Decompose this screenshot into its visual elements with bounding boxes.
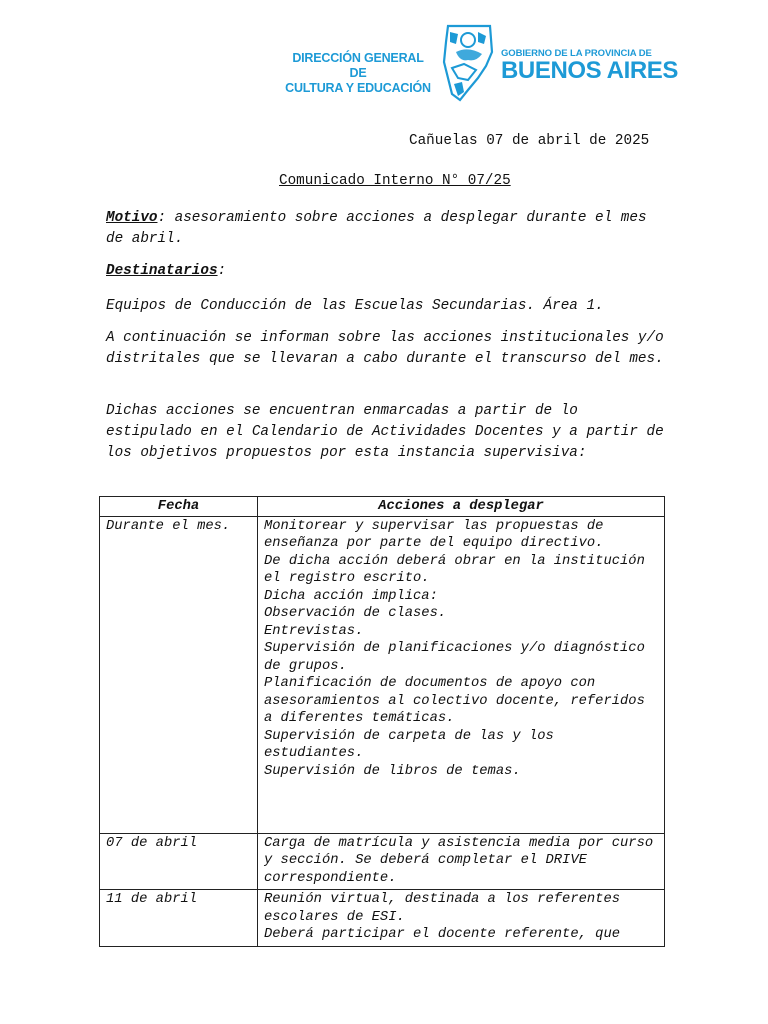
table-row [100,833,665,890]
action-item: Supervisión de libros de temas. [264,763,521,779]
destinatarios-heading [106,261,666,282]
motivo-label: Motivo [106,210,158,226]
dgce-line-1: DIRECCIÓN GENERAL DE [292,51,424,80]
action-item: Dicha acción implica: [264,588,438,604]
table-row [100,516,665,833]
action-item: Observación de clases. [264,606,447,621]
row-actions [258,516,665,833]
action-item: Deberá participar el docente referente, que [264,927,621,942]
gob-logo-text [501,48,678,82]
action-item: Planificación de documentos de apoyo con asesoramientos al colectivo docente, referidos a diferentes temáticas. [264,676,645,726]
gob-line-1: GOBIERNO DE LA PROVINCIA DE [501,48,652,59]
row-date: Durante el mes. [100,516,258,833]
table-row [100,890,665,947]
action-item: Carga de matrícula y asistencia media por curso y sección. Se deberá completar el DRIVE correspondiente. [264,835,654,886]
row-actions [258,890,665,947]
action-item: Entrevistas. [264,623,364,639]
gob-line-2: BUENOS AIRES [501,57,679,84]
action-item: Supervisión de carpeta de las y los estudiantes. [264,728,554,761]
letterhead [0,22,768,104]
row-actions [258,833,665,890]
motivo-paragraph [106,208,666,250]
document-title: Comunicado Interno N° 07/25 [279,173,511,189]
framing-paragraph: Dichas acciones se encuentran enmarcadas a partir de lo estipulado en el Calendario de Actividades Docentes y a partir de los objetivos propuestos por esta instancia supervisiva: [106,403,664,461]
dgce-line-2: CULTURA Y EDUCACIÓN [285,81,431,95]
intro-paragraph: A continuación se informan sobre las acciones institucionales y/o distritales que se llevaran a cabo durante el transcurso del mes. [106,330,664,367]
action-item: Monitorear y supervisar las propuestas de enseñanza por parte del equipo directivo. [264,518,604,551]
row-date: 11 de abril [100,890,258,947]
motivo-text: : asesoramiento sobre acciones a desplegar durante el mes de abril. [106,210,647,247]
date-line: Cañuelas 07 de abril de 2025 [409,133,650,149]
actions-table [99,496,665,947]
destinatarios-label: Destinatarios [106,263,218,279]
table-header-row [100,497,665,517]
action-item: Supervisión de planificaciones y/o diagnóstico de grupos. [264,641,645,674]
header-fecha: Fecha [100,497,258,517]
action-item: De dicha acción deberá obrar en la institución el registro escrito. [264,553,645,586]
recipients-line: Equipos de Conducción de las Escuelas Secundarias. Área 1. [106,298,604,314]
row-date: 07 de abril [100,833,258,890]
header-acciones: Acciones a desplegar [258,497,665,517]
dgce-logo-text [283,51,433,96]
action-item: Reunión virtual, destinada a los referentes escolares de ESI. [264,892,621,925]
province-emblem-icon [438,22,496,102]
destinatarios-colon: : [217,263,227,279]
